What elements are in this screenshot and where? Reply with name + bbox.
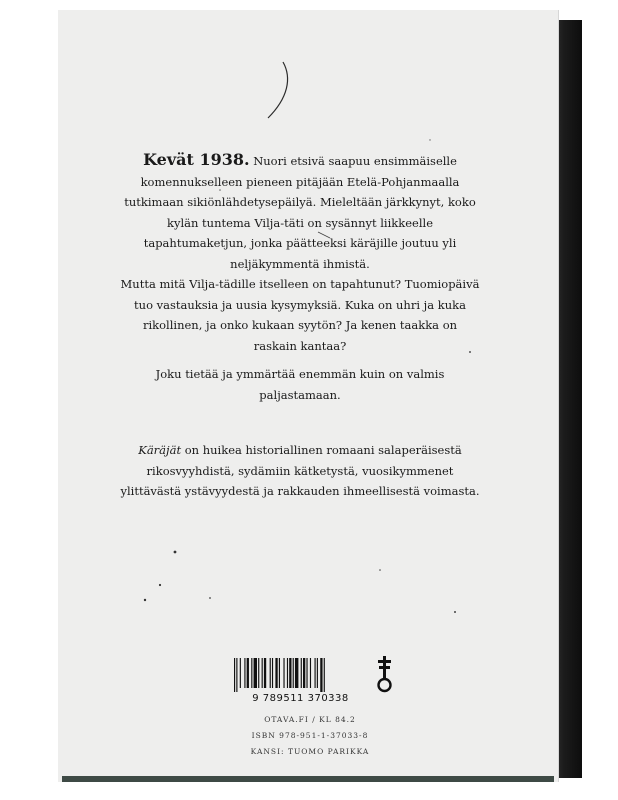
cover-credit-line: KANSI: TUOMO PARIKKA	[250, 747, 370, 756]
blurb-lead: Kevät 1938.	[143, 150, 250, 169]
blurb-paragraph-2: Mutta mitä Vilja-tädille itselleen on tapahtunut? Tuomiopäivä tuo vastauksia ja uusia kysymyksiä. Kuka on uhri ja kuka rikollinen, ja onko kukaan syytön? Ja kenen taakka on raskain kantaa?	[120, 277, 480, 353]
barcode-bars	[228, 658, 373, 692]
blurb-paragraph-4	[120, 440, 480, 502]
otava-key-icon	[375, 656, 395, 694]
barcode-number: 9 789511 370338	[252, 693, 349, 704]
book-title-inline: Käräjät	[138, 443, 182, 457]
blurb-paragraph-3: Joku tietää ja ymmärtää enemmän kuin on valmis paljastamaan.	[155, 367, 445, 402]
isbn-line: ISBN 978-951-1-37033-8	[251, 731, 369, 740]
blurb-paragraph-1-text: Nuori etsivä saapuu ensimmäiselle komennukselleen pieneen pitäjään Etelä-Pohjanmaalla tutkimaan sikiönlähdetysepäilyä. Mieleltään järkkynyt, koko kylän tuntema Vilja-täti on sysännyt liikkeelle tapahtumaketjun, jonka päätteeksi käräjille joutuu yli neljäkymmentä ihmistä.	[124, 154, 476, 271]
isbn-barcode	[228, 658, 373, 708]
blurb-paragraph-4-text: on huikea historiallinen romaani salaperäisestä rikosvyyhdistä, sydämiin kätketystä, vuosikymmenet ylittävästä ystävyydestä ja rakkauden ihmeellisestä voimasta.	[120, 443, 480, 498]
publisher-url-line: OTAVA.FI / KL 84.2	[264, 715, 356, 724]
blurb-paragraph-1	[120, 150, 480, 274]
